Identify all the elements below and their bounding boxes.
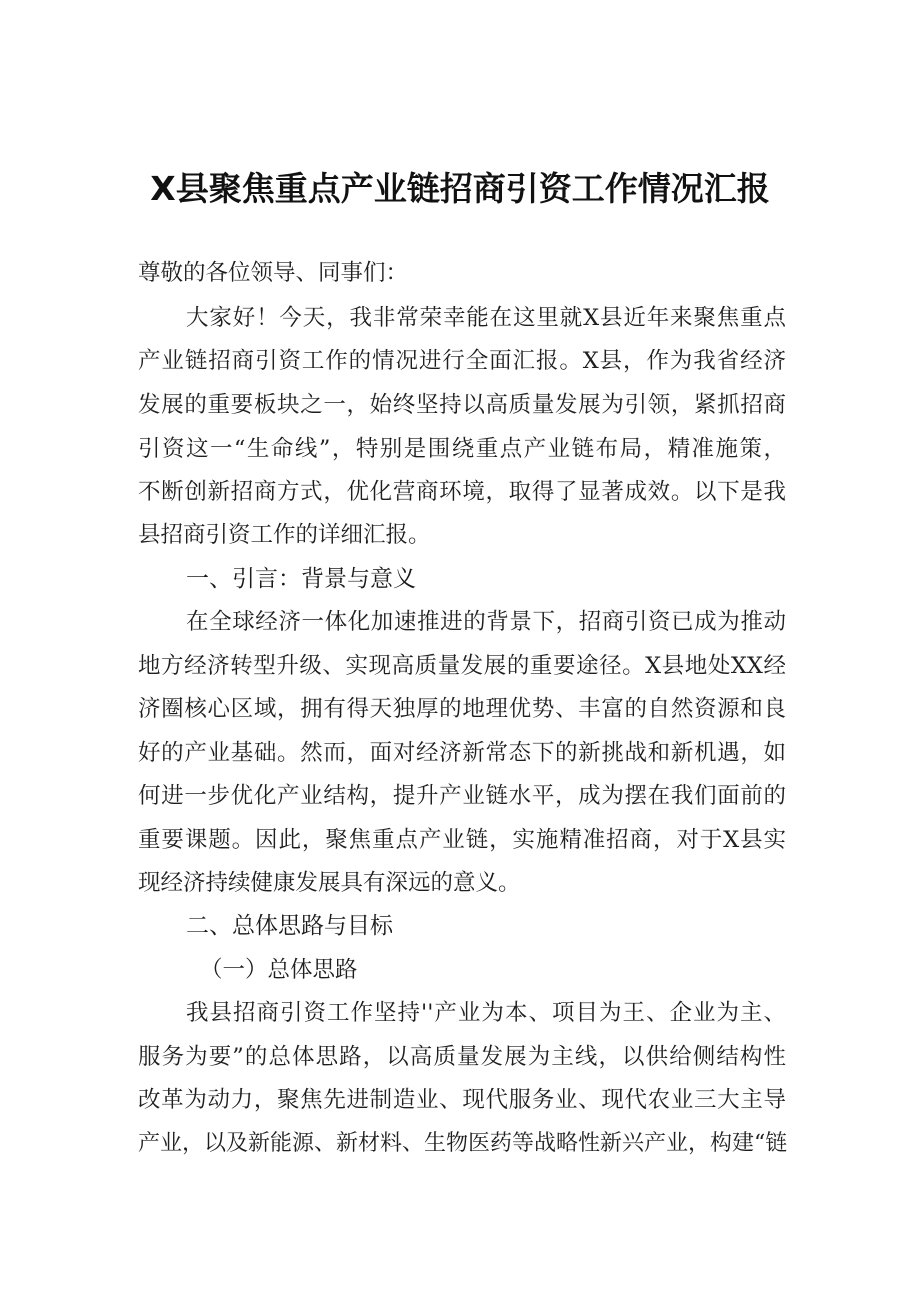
section2-line: 服务为要”的总体思路，以高质量发展为主线，以供给侧结构性 [138,1044,786,1070]
section1-line: 何进一步优化产业结构，提升产业链水平，成为摆在我们面前的 [138,783,786,809]
section1-line: 重要课题。因此，聚焦重点产业链，实施精准招商，对于X县实 [138,827,786,853]
section2-line: 产业，以及新能源、新材料、生物医药等战略性新兴产业，构建“链 [138,1131,788,1156]
section1-line: 在全球经济一体化加速推进的背景下，招商引资已成为推动 [186,609,786,635]
section1-line: 地方经济转型升级、实现高质量发展的重要途径。X县地处XX经 [138,653,786,679]
section1-line: 好的产业基础。然而，面对经济新常态下的新挑战和新机遇，如 [138,740,786,766]
intro-line: 发展的重要板块之一，始终坚持以高质量发展为引领，紧抓招商 [138,392,786,418]
intro-line: 引资这一“生命线”，特别是围绕重点产业链布局，精准施策， [138,436,786,462]
intro-line: 大家好！今天，我非常荣幸能在这里就X县近年来聚焦重点 [186,305,786,331]
section-heading-background: 一、引言：背景与意义 [186,566,416,592]
section2-line: 我县招商引资工作坚持''产业为本、项目为王、企业为主、 [186,1000,786,1026]
intro-line: 不断创新招商方式，优化营商环境，取得了显著成效。以下是我 [138,479,786,505]
section-heading-approach: 二、总体思路与目标 [186,913,393,939]
section2-line: 改革为动力，聚焦先进制造业、现代服务业、现代农业三大主导 [138,1087,786,1113]
section1-line: 济圈核心区域，拥有得天独厚的地理优势、丰富的自然资源和良 [138,696,786,722]
salutation: 尊敬的各位领导、同事们： [138,260,409,286]
section1-line: 现经济持续健康发展具有深远的意义。 [138,870,521,896]
intro-line: 县招商引资工作的详细汇报。 [138,522,431,548]
document-title: X县聚焦重点产业链招商引资工作情况汇报 [150,169,770,208]
intro-line: 产业链招商引资工作的情况进行全面汇报。X县，作为我省经济 [138,348,786,374]
subsection-heading: （一）总体思路 [200,957,358,983]
